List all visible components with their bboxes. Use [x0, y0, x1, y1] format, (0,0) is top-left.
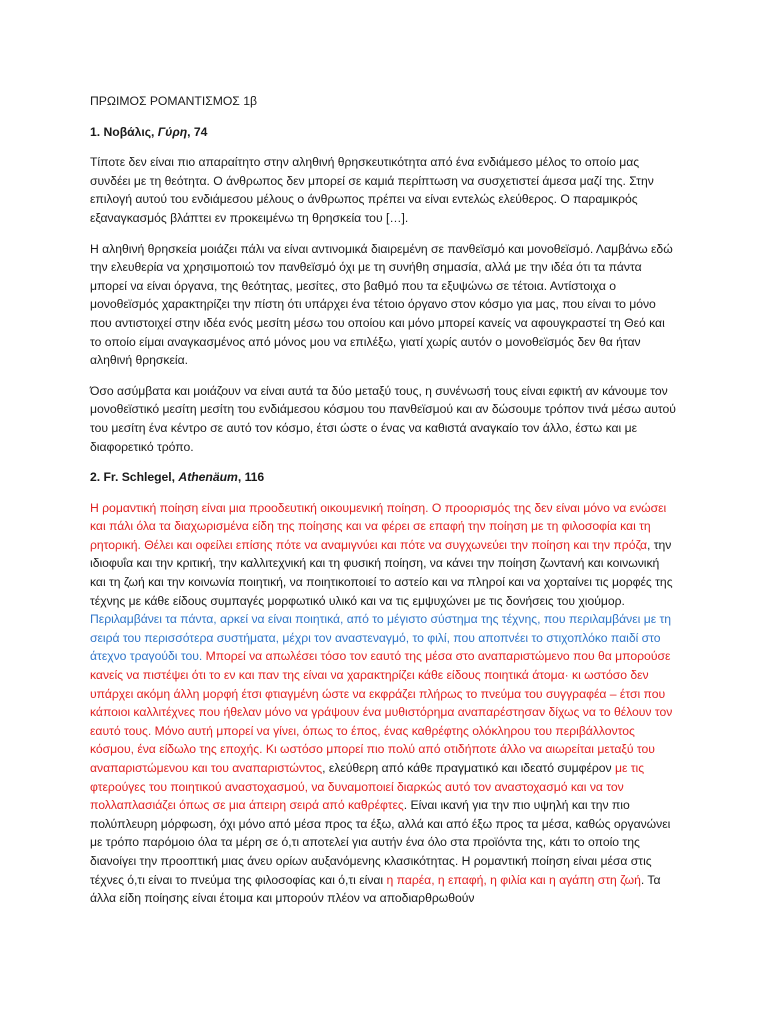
section-2-number: 2. Fr. Schlegel,: [90, 470, 179, 485]
document-title: ΠΡΩΙΜΟΣ ΡΟΜΑΝΤΙΣΜΟΣ 1β: [90, 94, 257, 108]
section-1-number: 1. Νοβάλις,: [90, 124, 158, 139]
highlighted-text-red: Η ρομαντική ποίηση είναι μια προοδευτική οικουμενική ποίηση. Ο προορισμός της δεν είναι μόνο να ενώσει και πάλι όλα τα διαχωρισμένα είδη της ποίησης και να φέρει σε επαφή την ποίηση με τη φιλοσοφία και τη ρητορική. Θέλει και οφείλει επίσης πότε να αναμιγνύει και πότε να συγχωνεύει την ποίηση και την πρόζα: [90, 500, 667, 552]
section-2-ref: , 116: [237, 470, 265, 485]
section-1-paragraph: Η αληθινή θρησκεία μοιάζει πάλι να είναι αντινομικά διαιρεμένη σε πανθεϊσμό και μονοθεϊσμό. Λαμβάνω εδώ την ελευθερία να χρησιμοποιώ τον πανθεϊσμό όχι με τη συνήθη σημασία, αλλά με την ιδέα ότι τα πάντα μπορεί να είναι όργανα, της θεότητας, μεσίτες, στο βαθμό που τα εξυψώνω σε τέτοια. Αντίστοιχα ο μονοθεϊσμός χαρακτηρίζει την πίστη ότι υπάρχει ένα τέτοιο όργανο στον κόσμο για μας, που είναι το μόνο που αντιστοιχεί στην ιδέα ενός μεσίτη μέσω του οποίου και μόνο μπορεί κανείς να αφουγκραστεί τη Θεό και το οποίο είμαι αναγκασμένος από μόνος μου να επιλέξω, γιατί χωρίς αυτόν ο μονοθεϊσμός δεν θα ήταν αληθινή θρησκεία.: [90, 241, 673, 368]
highlighted-text-red: Μπορεί να απωλέσει τόσο τον εαυτό της μέσα στο αναπαριστώμενο που θα μπορούσε κανείς να πιστέψει ότι το εν και παν της είναι να χαρακτηρίζει κάθε είδους ποιητικά άτομα· κι ωστόσο δεν υπάρχει ακόμη άλλη μορφή έτσι φτιαγμένη ώστε να εκφράζει πλήρως το πνεύμα του συγγραφέα – έτσι που κάποιοι καλλιτέχνες που ήθελαν μόνο να γράψουν ένα μυθιστόρημα αναπαρέστησαν δίχως να το θέλουν τον εαυτό τους. Μόνο αυτή μπορεί να γίνει, όπως το έπος, ένας καθρέφτης ολόκληρου του περιβάλλοντος κόσμου, ένα είδωλο της εποχής. Κι ωστόσο μπορεί πιο πολύ από οτιδήποτε άλλο να αιωρείται μεταξύ του αναπαριστώμενου και του αναπαριστώντος: [90, 649, 673, 775]
section-1-paragraph: Τίποτε δεν είναι πιο απαραίτητο στην αληθινή θρησκευτικότητα από ένα ενδιάμεσο μέλος το οποίο μας συνδέει με τη θεότητα. Ο άνθρωπος δεν μπορεί σε καμιά περίπτωση να συσχετιστεί άμεσα μαζί της. Στην επιλογή αυτού του ενδιάμεσου μέλους ο άνθρωπος πρέπει να είναι εντελώς ελεύθερος. Ο παραμικρός εξαναγκασμός βλάπτει εν προκειμένω τη θρησκεία του […].: [90, 155, 654, 225]
section-2-work: Athenäum: [178, 470, 238, 485]
highlighted-text-red: με τις φτερούγες του ποιητικού αναστοχασμού, να δυναμοποιεί διαρκώς αυτό τον αναστοχασμό και να τον πολλαπλασιάζει όπως σε μια άπειρη σειρά από καθρέφτες: [90, 761, 645, 813]
body-text: . Είναι ικανή για την πιο υψηλή και την πιο πολύπλευρη μόρφωση, όχι μόνο από μέσα προς τα έξω, αλλά και από έξω προς τα μέσα, καθώς οργανώνει με τρόπο παρόμοιο όλα τα μέρη σε ό,τι αποτελεί για αυτήν ένα όλο στα προϊόντα της, κάτι το οποίο της διανοίγει την προοπτική μιας άνευ ορίων αυξανόμενης κλασικότητας. Η ρομαντική ποίηση είναι μέσα στις τέχνες ό,τι είναι το πνεύμα της φιλοσοφίας και ό,τι είναι: [90, 798, 671, 887]
section-2-paragraph: [90, 499, 678, 908]
section-2-heading: [90, 468, 678, 487]
body-text: , την ιδιοφυΐα και την κριτική, την καλλιτεχνική και τη φυσική ποίηση, να κάνει την ποίηση ζωντανή και κοινωνική και τη ζωή και την κοινωνία ποιητική, να ποιητικοποιεί το αστείο και να πληροί και να χορταίνει τις μορφές της τέχνης με κάθε είδους συμπαγές μορφωτικό υλικό και να τις εμψυχώνει με τις δονήσεις του χιούμορ.: [90, 537, 673, 608]
document-page: [90, 92, 678, 920]
section-1-heading: [90, 123, 678, 142]
body-text: . Τα άλλα είδη ποίησης είναι έτοιμα και μπορούν πλέον να αποδιαρθρωθούν: [90, 872, 661, 906]
section-1-work: Γύρη: [157, 124, 188, 139]
section-1-paragraph: Όσο ασύμβατα και μοιάζουν να είναι αυτά τα δύο μεταξύ τους, η συνένωσή τους είναι εφικτή αν κάνουμε τον μονοθεϊστικό μεσίτη μεσίτη του ενδιάμεσου κόσμου του πανθεϊσμού και αν δώσουμε τρόπον τινά μέσω αυτού του μεσίτη ένα κέντρο σε αυτό τον κόσμο, έτσι ώστε ο ένας να καθιστά αναγκαίο τον άλλο, έστω και με διαφορετικό τρόπο.: [90, 383, 676, 454]
section-1-ref: , 74: [187, 124, 208, 139]
highlighted-text-blue: Περιλαμβάνει τα πάντα, αρκεί να είναι ποιητικά, από το μέγιστο σύστημα της τέχνης, που περιλαμβάνει με τη σειρά του περισσότερα συστήματα, μέχρι τον αναστεναγμό, το φιλί, που αποπνέει το στιχοπλόκο παιδί στο άτεχνο τραγούδι του.: [90, 612, 672, 664]
highlighted-text-red: η παρέα, η επαφή, η φιλία και η αγάπη στη ζωή: [386, 872, 641, 887]
body-text: , ελεύθερη από κάθε πραγματικό και ιδεατό συμφέρον: [322, 761, 615, 775]
